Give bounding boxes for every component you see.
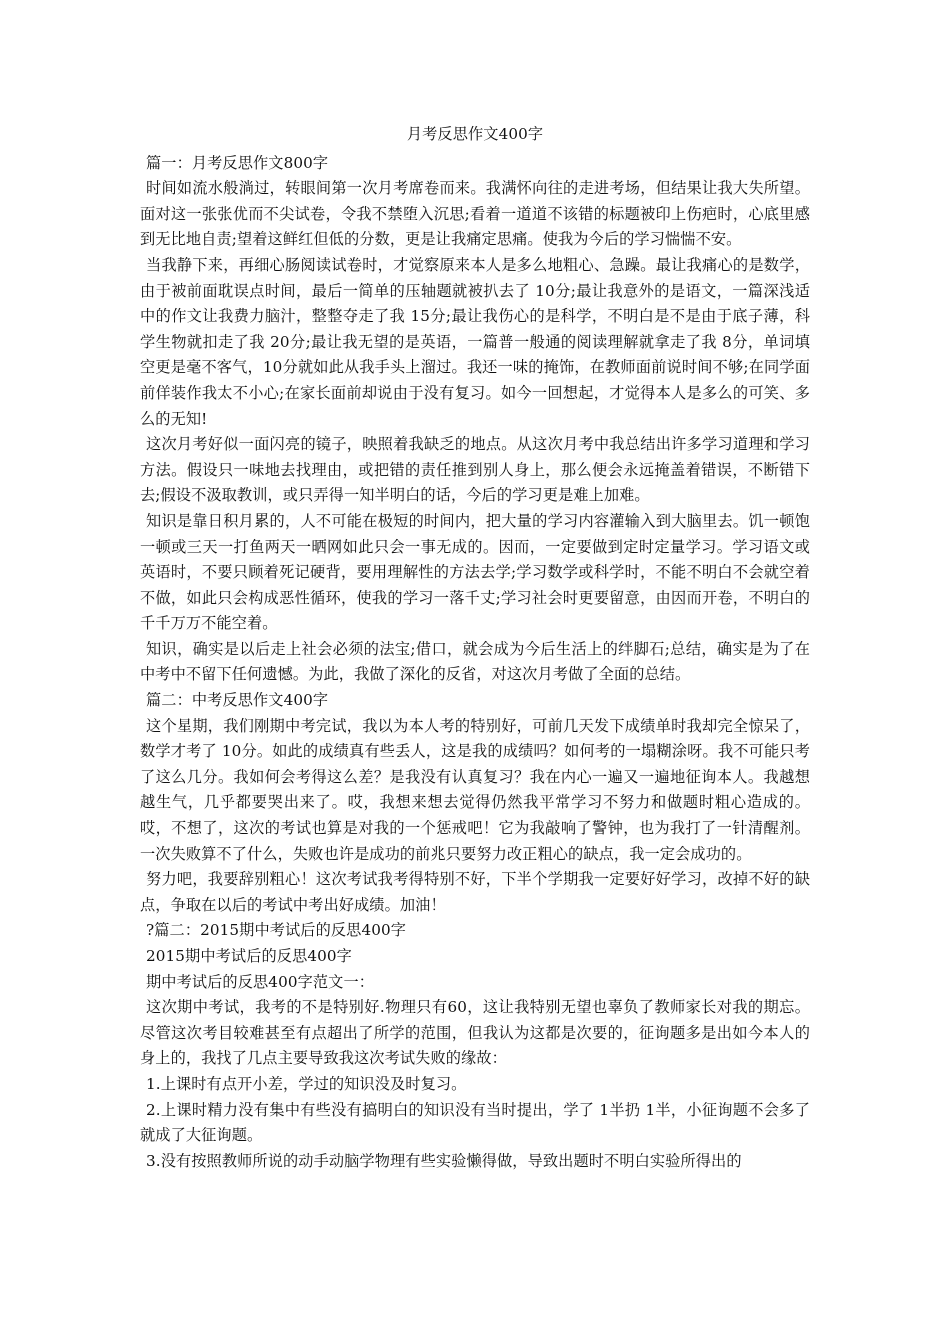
- paragraph: 这个星期，我们刚期中考完试，我以为本人考的特别好，可前几天发下成绩单时我却完全惊呆了，数学才考了 10分。如此的成绩真有些丢人，这是我的成绩吗？如何考的一塌糊涂呀。我不可能只考了这么几分。我如何会考得这么差？是我没有认真复习？我在内心一遍又一遍地征询本人。我越想越生气，几乎都要哭出来了。哎，我想来想去觉得仍然我平常学习不努力和做题时粗心造成的。哎，不想了，这次的考试也算是对我的一个惩戒吧！它为我敲响了警钟，也为我打了一针清醒剂。一次失败算不了什么，失败也许是成功的前兆只要努力改正粗心的缺点，我一定会成功的。: [140, 716, 810, 863]
- document-title: 月考反思作文400字: [406, 125, 544, 143]
- section-heading: 期中考试后的反思400字范文一：: [146, 972, 375, 991]
- paragraph: 2.上课时精力没有集中有些没有搞明白的知识没有当时提出，学了 1半扔 1半，小征询题不会多了就成了大征询题。: [140, 1100, 810, 1145]
- paragraph: 这次月考好似一面闪亮的镜子，映照着我缺乏的地点。从这次月考中我总结出许多学习道理和学习方法。假设只一味地去找理由，或把错的责任推到别人身上，那么便会永远掩盖着错误，不断错下去;假设不汲取教训，或只弄得一知半明白的话，今后的学习更是难上加难。: [140, 435, 810, 505]
- paragraph: 知识，确实是以后走上社会必须的法宝;借口，就会成为今后生活上的绊脚石;总结，确实是为了在中考中不留下任何遗憾。为此，我做了深化的反省，对这次月考做了全面的总结。: [140, 639, 810, 684]
- section-heading: ?篇二：2015期中考试后的反思400字: [146, 921, 407, 940]
- document-blocks: [140, 151, 810, 1175]
- paragraph: 当我静下来，再细心肠阅读试卷时，才觉察原来本人是多么地粗心、急躁。最让我痛心的是数学，由于被前面耽误点时间，最后一简单的压轴题就被扒去了 10分;最让我意外的是语文，一篇深浅适中的作文让我费力脑汁，整整夺走了我 15分;最让我伤心的是科学，不明白是不是由于底子薄，科学生物就扣走了我 20分;最让我无望的是英语，一篇普一般通的阅读理解就拿走了我 8分，单词填空更是毫不客气，10分就如此从我手头上溜过。我还一味的掩饰，在教师面前说时间不够;在同学面前佯装作我太不小心;在家长面前却说由于没有复习。如今一回想起，才觉得本人是多么的可笑、多么的无知!: [140, 255, 810, 428]
- paragraph: 3.没有按照教师所说的动手动脑学物理有些实验懒得做，导致出题时不明白实验所得出的: [146, 1151, 742, 1170]
- document-body: [140, 122, 810, 1174]
- section-heading: 2015期中考试后的反思400字: [146, 947, 352, 965]
- paragraph: 努力吧，我要辞别粗心！这次考试我考得特别不好，下半个学期我一定要好好学习，改掉不好的缺点，争取在以后的考试中考出好成绩。加油！: [140, 870, 810, 914]
- paragraph: 这次期中考试，我考的不是特别好.物理只有60，这让我特别无望也辜负了教师家长对我的期忘。尽管这次考目较难甚至有点超出了所学的范围，但我认为这都是次要的，征询题多是出如今本人的身上的，我找了几点主要导致我这次考试失败的缘故：: [140, 998, 810, 1068]
- section-heading: 篇二：中考反思作文400字: [146, 691, 329, 710]
- paragraph: 1.上课时有点开小差，学过的知识没及时复习。: [146, 1074, 467, 1093]
- paragraph: 时间如流水般淌过，转眼间第一次月考席卷而来。我满怀向往的走进考场，但结果让我大失所望。面对这一张张优而不尖试卷，令我不禁堕入沉思;看着一道道不该错的标题被印上伤疤时，心底里感到无比地自责;望着这鲜红但低的分数，更是让我痛定思痛。使我为今后的学习惴惴不安。: [140, 179, 810, 249]
- paragraph: 知识是靠日积月累的，人不可能在极短的时间内，把大量的学习内容灌输入到大脑里去。饥一顿饱一顿或三天一打鱼两天一晒网如此只会一事无成的。因而，一定要做到定时定量学习。学习语文或英语时，不要只顾着死记硬背，要用理解性的方法去学;学习数学或科学时，不能不明白不会就空着不做，如此只会构成恶性循环，使我的学习一落千丈;学习社会时更要留意，由因而开卷，不明白的千千万万不能空着。: [140, 511, 810, 633]
- section-heading: 篇一：月考反思作文800字: [146, 153, 329, 172]
